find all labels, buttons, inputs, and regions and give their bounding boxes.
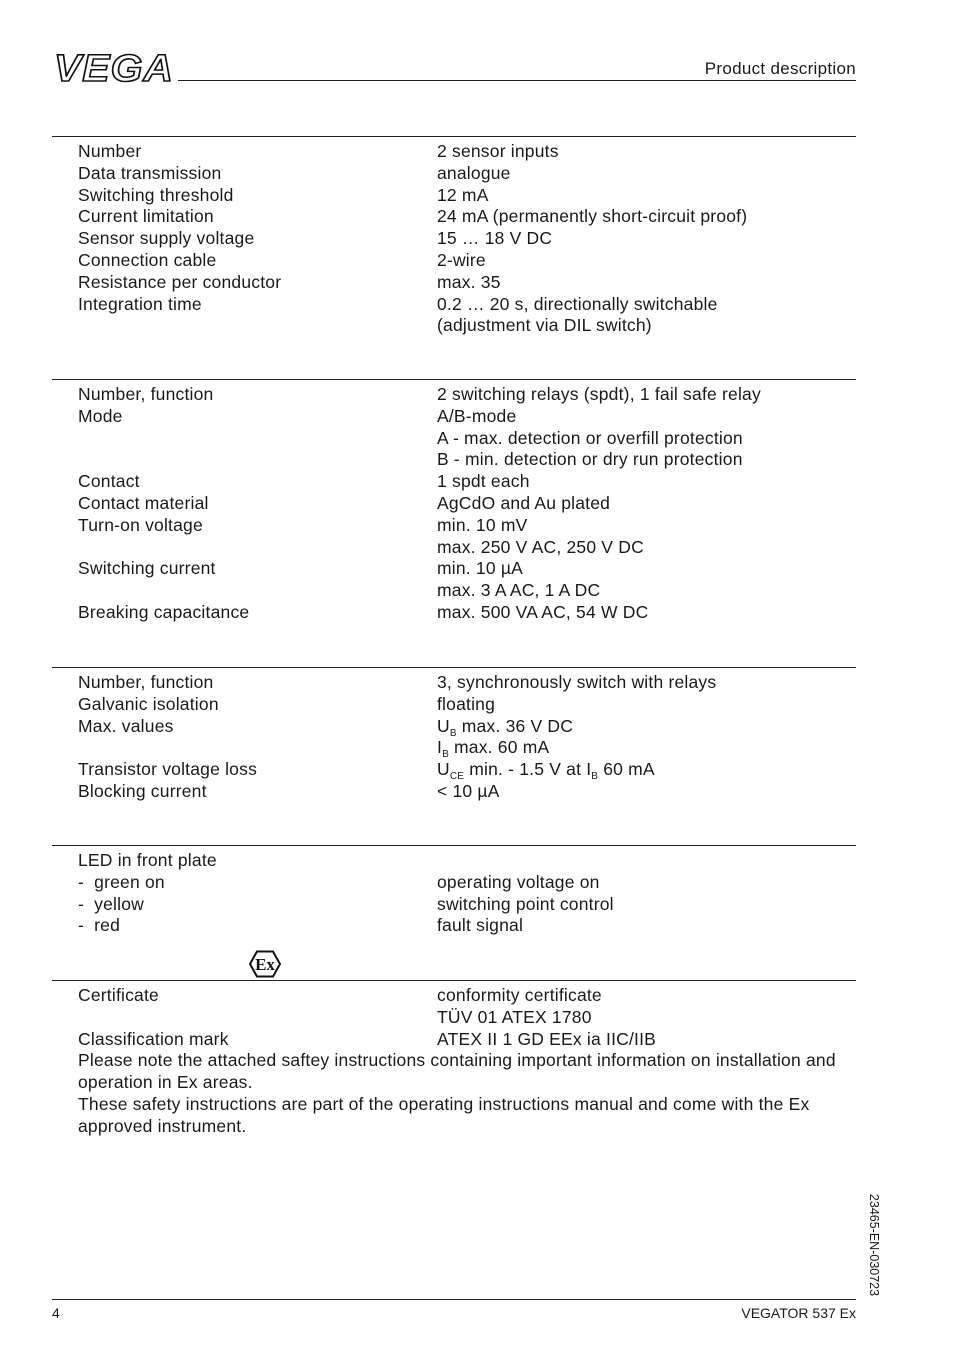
table-row bbox=[78, 449, 858, 471]
row-label: - red bbox=[78, 915, 121, 936]
table-row bbox=[78, 141, 858, 163]
row-value: operating voltage on bbox=[437, 871, 600, 892]
ex-symbol-text: Ex bbox=[255, 955, 275, 974]
table-row bbox=[78, 406, 858, 428]
doc-code-text: 23465-EN-030723 bbox=[867, 1193, 881, 1297]
row-value: < 10 µA bbox=[437, 780, 500, 801]
row-label bbox=[78, 537, 437, 559]
row-value: ATEX II 1 GD EEx ia IIC/IIB bbox=[437, 1028, 657, 1049]
section-rule-transistor-outputs bbox=[52, 667, 856, 668]
row-label: Switching threshold bbox=[78, 184, 234, 205]
row-value: A - max. detection or overfill protection bbox=[437, 427, 743, 448]
section-title: Product description bbox=[704, 59, 856, 78]
row-label: Breaking capacitance bbox=[78, 601, 250, 622]
row-value: conformity certificate bbox=[437, 985, 602, 1005]
row-value bbox=[437, 737, 549, 759]
table-row bbox=[78, 428, 858, 450]
row-label: Contact material bbox=[78, 492, 209, 513]
row-label bbox=[78, 1007, 437, 1029]
table-row bbox=[78, 1029, 858, 1051]
row-label: - yellow bbox=[78, 893, 144, 914]
row-label: Mode bbox=[78, 405, 123, 426]
row-label: Switching current bbox=[78, 558, 216, 579]
row-value: 15 … 18 V DC bbox=[437, 228, 553, 249]
row-label: Transistor voltage loss bbox=[78, 759, 258, 780]
row-value: max. 250 V AC, 250 V DC bbox=[437, 536, 644, 557]
page-number: 4 bbox=[52, 1305, 60, 1321]
row-label bbox=[78, 580, 437, 602]
row-value: floating bbox=[437, 693, 496, 714]
voltage-loss-current: 60 mA bbox=[598, 759, 655, 780]
row-value: 0.2 … 20 s, directionally switchable bbox=[437, 293, 718, 314]
row-value: min. 10 mV bbox=[437, 514, 528, 535]
row-label: Certificate bbox=[78, 985, 159, 1005]
voltage-loss-text: min. - 1.5 V at I bbox=[464, 759, 592, 780]
row-label: Turn-on voltage bbox=[78, 514, 203, 535]
row-value: switching point control bbox=[437, 893, 614, 914]
table-row bbox=[78, 315, 858, 337]
ex-approval-section bbox=[78, 985, 858, 1138]
section-rule-sensor-inputs bbox=[52, 136, 856, 137]
table-row bbox=[78, 985, 858, 1007]
ex-hexagon-icon bbox=[249, 950, 281, 978]
ib-value: max. 60 mA bbox=[448, 737, 550, 758]
row-label bbox=[78, 737, 437, 759]
table-row bbox=[78, 672, 858, 694]
row-value: (adjustment via DIL switch) bbox=[437, 315, 652, 336]
table-row bbox=[78, 272, 858, 294]
table-row bbox=[78, 163, 858, 185]
table-row bbox=[78, 185, 858, 207]
row-value: 2-wire bbox=[437, 249, 486, 270]
ex-note-safety: Please note the attached saftey instructions containing important information on installation and operation in Ex areas. bbox=[78, 1050, 836, 1093]
table-row bbox=[78, 493, 858, 515]
row-value: 3, synchronously switch with relays bbox=[437, 672, 717, 692]
symbol-i: I bbox=[437, 737, 443, 758]
relay-outputs-section bbox=[78, 384, 858, 624]
table-row bbox=[78, 716, 858, 738]
row-value: 2 sensor inputs bbox=[437, 141, 559, 161]
table-row bbox=[78, 206, 858, 228]
row-value: 1 spdt each bbox=[437, 471, 530, 492]
row-label bbox=[78, 449, 437, 471]
table-row bbox=[78, 915, 858, 937]
header-rule bbox=[178, 80, 856, 81]
table-row bbox=[78, 894, 858, 916]
row-label: Sensor supply voltage bbox=[78, 228, 255, 249]
row-value: analogue bbox=[437, 162, 511, 183]
row-value: 12 mA bbox=[437, 184, 489, 205]
row-value: AgCdO and Au plated bbox=[437, 492, 611, 513]
row-value bbox=[437, 759, 655, 781]
table-row bbox=[78, 737, 858, 759]
table-row bbox=[78, 781, 858, 803]
row-value bbox=[437, 716, 573, 738]
doc-code bbox=[864, 1190, 884, 1300]
subscript-b: B bbox=[591, 771, 599, 783]
sensor-inputs-section bbox=[78, 141, 858, 337]
table-row bbox=[78, 471, 858, 493]
row-value: min. 10 µA bbox=[437, 558, 524, 579]
symbol-u: U bbox=[437, 759, 450, 780]
row-label: Number, function bbox=[78, 672, 214, 692]
row-label: Blocking current bbox=[78, 780, 207, 801]
section-rule-ex-approval bbox=[52, 980, 856, 981]
row-label: Max. values bbox=[78, 715, 174, 736]
logo-text: VEGA bbox=[54, 50, 174, 84]
indicating-section bbox=[78, 850, 858, 937]
table-row bbox=[78, 1007, 858, 1029]
row-label: - green on bbox=[78, 871, 165, 892]
table-row bbox=[78, 228, 858, 250]
table-row bbox=[78, 294, 858, 316]
row-value: max. 35 bbox=[437, 271, 501, 292]
ub-value: max. 36 V DC bbox=[456, 715, 574, 736]
row-label: Resistance per conductor bbox=[78, 271, 282, 292]
vega-logo bbox=[52, 50, 176, 84]
product-name: VEGATOR 537 Ex bbox=[741, 1305, 856, 1321]
table-row bbox=[78, 694, 858, 716]
row-value: fault signal bbox=[437, 915, 524, 936]
row-label: Galvanic isolation bbox=[78, 693, 219, 714]
row-label bbox=[78, 315, 437, 337]
led-intro: LED in front plate bbox=[78, 850, 217, 870]
transistor-outputs-section bbox=[78, 672, 858, 803]
row-label: Contact bbox=[78, 471, 140, 492]
row-value: max. 3 A AC, 1 A DC bbox=[437, 580, 601, 601]
row-label: Number bbox=[78, 141, 142, 161]
row-label bbox=[78, 428, 437, 450]
table-row bbox=[78, 515, 858, 537]
symbol-u: U bbox=[437, 715, 450, 736]
table-row bbox=[78, 250, 858, 272]
table-row bbox=[78, 558, 858, 580]
row-label: Integration time bbox=[78, 293, 202, 314]
section-rule-indicating bbox=[52, 845, 856, 846]
table-row bbox=[78, 580, 858, 602]
table-row bbox=[78, 872, 858, 894]
table-row bbox=[78, 384, 858, 406]
subscript-b: B bbox=[442, 749, 449, 761]
table-row bbox=[78, 537, 858, 559]
table-row bbox=[78, 759, 858, 781]
ex-note-manual: These safety instructions are part of the operating instructions manual and come with the Ex approved instrument. bbox=[78, 1093, 810, 1136]
table-row bbox=[78, 850, 858, 872]
row-label: Number, function bbox=[78, 384, 214, 404]
row-label: Classification mark bbox=[78, 1028, 229, 1049]
row-label: Data transmission bbox=[78, 162, 222, 183]
subscript-b: B bbox=[449, 727, 457, 739]
row-value: A/B-mode bbox=[437, 405, 517, 426]
row-label: Connection cable bbox=[78, 249, 217, 270]
row-label: Current limitation bbox=[78, 206, 214, 227]
row-value: max. 500 VA AC, 54 W DC bbox=[437, 601, 649, 622]
row-value: 2 switching relays (spdt), 1 fail safe relay bbox=[437, 384, 761, 404]
subscript-ce: CE bbox=[449, 771, 465, 783]
row-value: 24 mA (permanently short-circuit proof) bbox=[437, 206, 748, 227]
footer-rule bbox=[52, 1299, 856, 1300]
row-value: B - min. detection or dry run protection bbox=[437, 449, 743, 470]
row-value: TÜV 01 ATEX 1780 bbox=[437, 1006, 592, 1027]
table-row bbox=[78, 602, 858, 624]
section-rule-relay-outputs bbox=[52, 379, 856, 380]
